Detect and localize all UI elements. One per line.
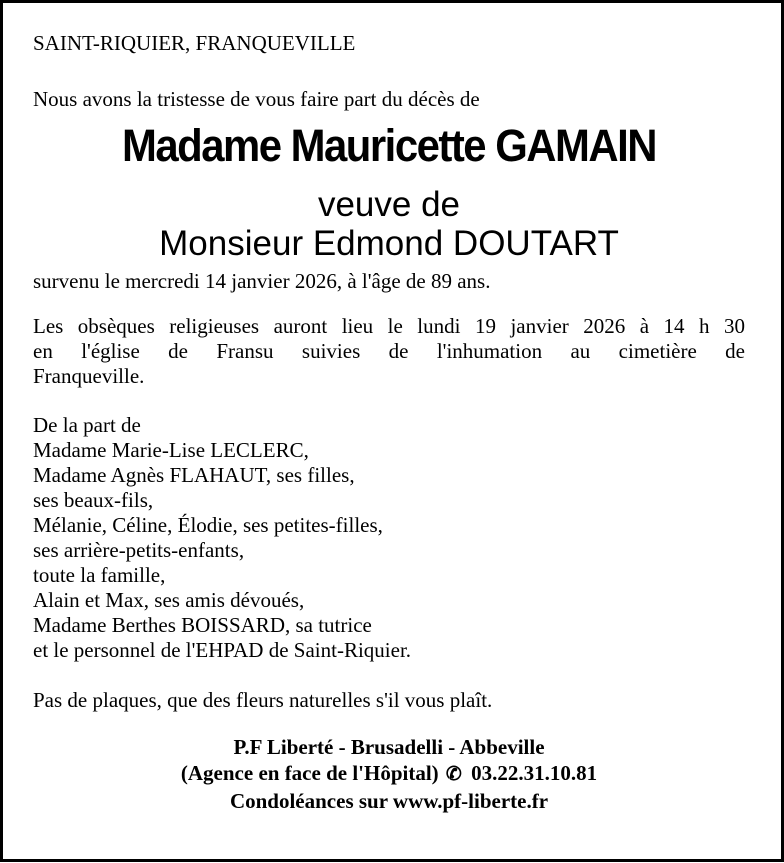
family-member: Madame Berthes BOISSARD, sa tutrice xyxy=(33,613,372,637)
family-intro: De la part de xyxy=(33,413,141,437)
flowers-note: Pas de plaques, que des fleurs naturelles s'il vous plaît. xyxy=(33,688,493,712)
funeral-service-line-1: Les obsèques religieuses auront lieu le lundi 19 janvier 2026 à 14 h 30 xyxy=(33,314,745,338)
family-member: Mélanie, Céline, Élodie, ses petites-filles, xyxy=(33,513,383,537)
funeral-home-name: P.F Liberté - Brusadelli - Abbeville xyxy=(233,735,545,759)
family-member: Alain et Max, ses amis dévoués, xyxy=(33,588,305,612)
death-info: survenu le mercredi 14 janvier 2026, à l'âge de 89 ans. xyxy=(33,269,491,293)
family-member: et le personnel de l'EHPAD de Saint-Riquier. xyxy=(33,638,412,662)
funeral-home-agency: (Agence en face de l'Hôpital) xyxy=(180,761,439,785)
funeral-service-line-2: en l'église de Fransu suivies de l'inhumation au cimetière de xyxy=(33,339,745,363)
family-member: Madame Marie-Lise LECLERC, xyxy=(33,438,309,462)
family-list xyxy=(33,413,745,663)
husband-name: Monsieur Edmond DOUTART xyxy=(159,224,619,263)
funeral-service-info xyxy=(33,314,745,389)
location-heading: SAINT-RIQUIER, FRANQUEVILLE xyxy=(33,31,356,55)
notice-content xyxy=(33,31,745,814)
phone-icon: ✆ xyxy=(445,764,462,785)
family-member: Madame Agnès FLAHAUT, ses filles, xyxy=(33,463,355,487)
funeral-home-phone: 03.22.31.10.81 xyxy=(471,761,598,785)
intro-text: Nous avons la tristesse de vous faire part du décès de xyxy=(33,87,480,111)
family-member: ses beaux-fils, xyxy=(33,488,154,512)
funeral-service-line-3: Franqueville. xyxy=(33,364,145,388)
widow-label: veuve de xyxy=(317,185,461,224)
condolences-line: Condoléances sur www.pf-liberte.fr xyxy=(229,789,549,813)
funeral-home-block xyxy=(33,734,745,814)
deceased-name: Madame Mauricette GAMAIN xyxy=(121,120,657,171)
family-member: ses arrière-petits-enfants, xyxy=(33,538,245,562)
funeral-home-contact xyxy=(33,760,745,788)
family-member: toute la famille, xyxy=(33,563,166,587)
